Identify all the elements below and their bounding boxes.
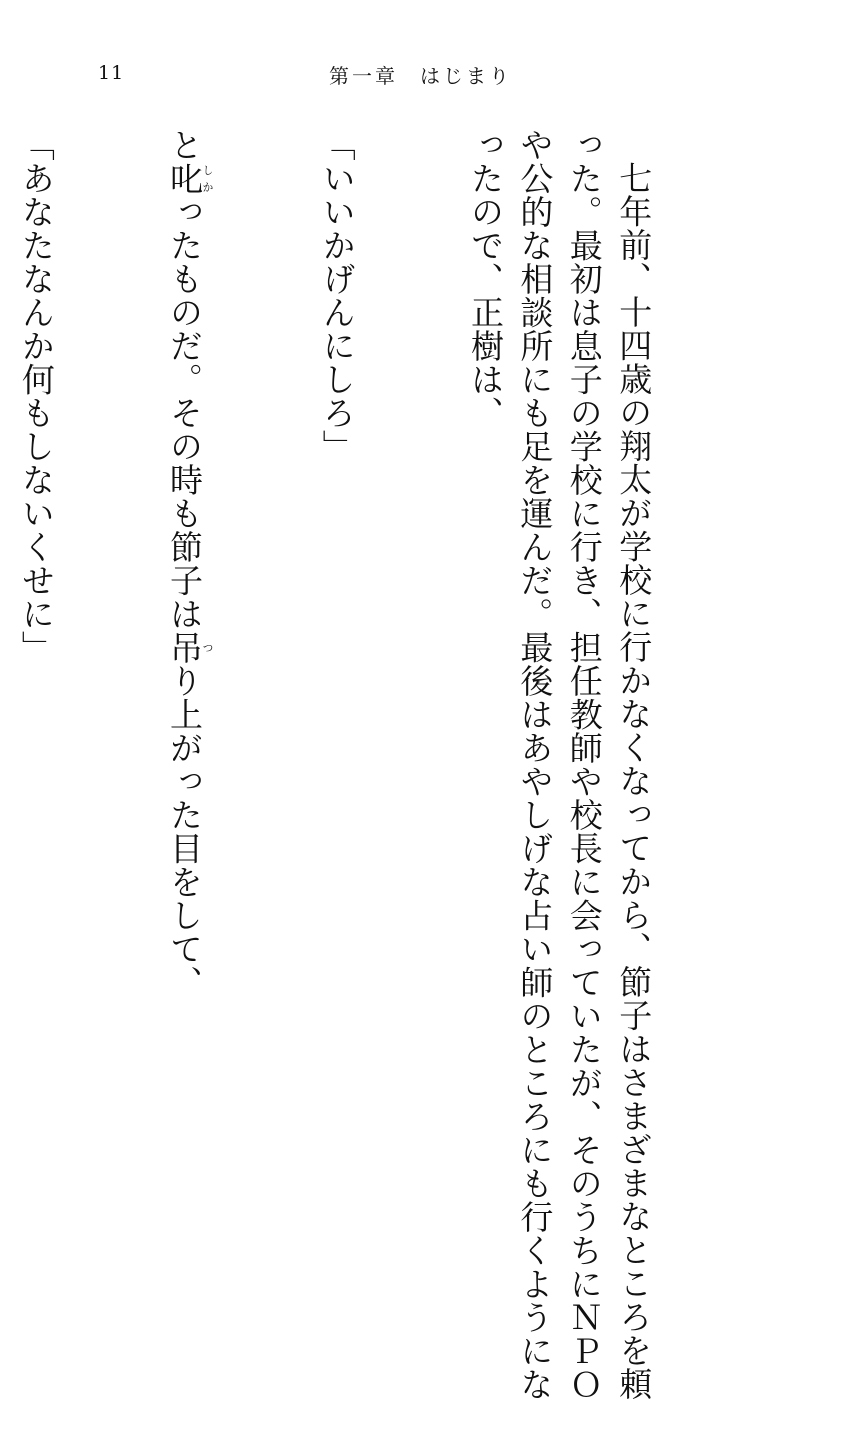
vertical-body-text (0, 128, 757, 1401)
page-number: 11 (98, 62, 125, 84)
chapter-number: 第一章 (329, 64, 398, 88)
line: 七年前、十四歳の翔太が学校に行かなくなってから、節子はさまざまなところを頼 (614, 161, 654, 1401)
line: と (165, 128, 205, 162)
ruby-word: 叱しか (165, 161, 215, 195)
line: ったものだ。その時も節子は (165, 195, 205, 631)
line: った。最初は息子の学校に行き、担任教師や校長に会っていたが、そのうちにＮＰＯ (564, 128, 604, 1401)
ruby-word: 吊つ (165, 630, 215, 664)
line: 「いいかげんにしろ」 (317, 128, 357, 463)
paragraph-4-dialogue (11, 128, 60, 1118)
line: ったので、正樹は、 (465, 128, 505, 430)
line: り上がった目をして、 (165, 664, 205, 999)
line: や公的な相談所にも足を運んだ。最後はあやしげな占い師のところにも行くようにな (515, 128, 555, 1401)
chapter-title: はじまり (420, 64, 512, 88)
line: 「あなたなんか何もしないくせに」 (16, 128, 56, 664)
paragraph-1 (461, 128, 659, 1401)
paragraph-2-dialogue (312, 128, 361, 1118)
running-head (0, 60, 841, 89)
paragraph-3 (160, 128, 214, 1118)
